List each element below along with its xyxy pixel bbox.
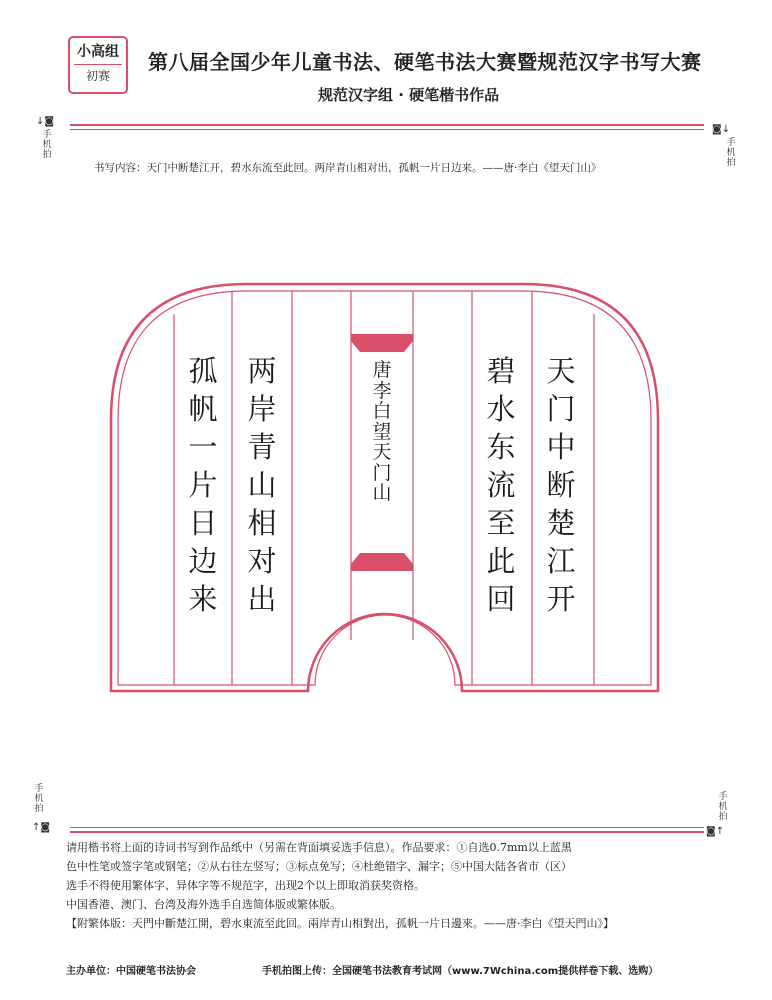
handwritten-char: 片: [188, 468, 218, 502]
handwritten-char: 来: [188, 582, 218, 616]
handwritten-char: 对: [247, 544, 277, 578]
handwritten-char: 岸: [247, 392, 277, 426]
instruction-line: 选手不得使用繁体字、异体字等不规范字，出现2个以上即取消获奖资格。: [66, 879, 425, 892]
handwritten-char: 李: [372, 379, 392, 402]
handwritten-char: 断: [546, 468, 576, 502]
handwritten-char: 江: [546, 544, 576, 578]
artwork-column-1: [541, 352, 581, 618]
arrow-icon: ↓: [721, 124, 731, 135]
artwork-column-4: [183, 352, 223, 618]
instruction-line: 【附繁体版：天門中斷楚江開，碧水東流至此回。兩岸青山相對出，孤帆一片日邊來。——唐·李白《望天門山》】: [66, 917, 614, 930]
badge-group-label: 小高组: [77, 44, 119, 60]
camera-icon: ◙: [44, 116, 55, 127]
handwritten-char: 水: [486, 392, 516, 426]
page-title: 第八届全国少年儿童书法、硬笔书法大赛暨规范汉字书写大赛: [148, 50, 702, 74]
handwritten-char: 门: [372, 461, 392, 484]
writing-content: 书写内容：天门中断楚江开，碧水东流至此回。两岸青山相对出，孤帆一片日边来。——唐·李白《望天门山》: [94, 162, 602, 174]
instruction-line: 色中性笔或签字笔或钢笔；②从右往左竖写；③标点免写；④杜绝错字、漏字；⑤中国大陆各省市（区）: [66, 860, 572, 873]
handwritten-char: 一: [188, 430, 218, 464]
handwritten-char: 白: [372, 400, 392, 422]
handwritten-char: 出: [247, 582, 277, 616]
page-subtitle: 规范汉字组 · 硬笔楷书作品: [318, 86, 500, 104]
handwritten-char: 楚: [546, 506, 576, 540]
handwritten-char: 流: [486, 468, 516, 502]
handwritten-char: 青: [247, 430, 277, 464]
side-label-bottom-left: 手机拍: [34, 784, 44, 814]
side-label-top-left: 手机拍: [42, 130, 52, 160]
handwritten-char: 碧: [486, 354, 516, 388]
artwork-column-3: [242, 352, 282, 618]
camera-marker-bottom-right: [706, 826, 724, 837]
handwritten-char: 至: [486, 506, 516, 540]
bottom-rule: [70, 831, 704, 833]
handwritten-char: 帆: [188, 392, 218, 426]
handwritten-char: 山: [372, 482, 392, 504]
camera-icon: ◙: [706, 826, 716, 837]
handwritten-char: 天: [372, 441, 392, 463]
handwritten-char: 天: [546, 354, 576, 388]
bottom-rule-thin: [70, 827, 704, 828]
arrow-icon: ↑: [32, 822, 41, 833]
arrow-icon: ↓: [36, 116, 45, 127]
handwritten-char: 日: [188, 506, 218, 540]
handwritten-char: 两: [247, 354, 277, 388]
camera-icon: ◙: [40, 822, 51, 833]
handwritten-char: 唐: [372, 359, 392, 381]
instruction-line: 请用楷书将上面的诗词书写到作品纸中（另需在背面填妥选手信息）。作品要求：①自选0.7mm以上蓝黑: [66, 841, 572, 854]
handwritten-char: 东: [486, 430, 516, 464]
camera-icon: ◙: [712, 124, 722, 135]
camera-marker-bottom-left: [32, 822, 50, 833]
footer-upload: 手机拍图上传：全国硬笔书法教育考试网（www.7Wchina.com提供样卷下载、选购）: [262, 966, 659, 977]
footer-organizer: 主办单位：中国硬笔书法协会: [66, 966, 196, 977]
handwritten-char: 孤: [188, 354, 218, 388]
handwritten-char: 门: [546, 392, 576, 426]
handwritten-char: 回: [486, 582, 516, 616]
handwritten-char: 边: [188, 544, 218, 578]
side-label-top-right: 手机拍: [726, 138, 736, 168]
handwritten-char: 山: [247, 468, 277, 502]
badge-stage-label: 初赛: [85, 69, 110, 83]
side-label-bottom-right: 手机拍: [718, 792, 728, 822]
handwritten-char: 望: [372, 420, 392, 443]
artwork-signature: [362, 360, 402, 504]
handwritten-char: 相: [247, 506, 277, 540]
instructions: [66, 838, 706, 933]
instruction-line: 中国香港、澳门、台湾及海外选手自选简体版或繁体版。: [66, 898, 341, 911]
handwritten-char: 开: [546, 582, 576, 616]
handwritten-char: 此: [486, 544, 516, 578]
handwritten-char: 中: [546, 430, 576, 464]
artwork-column-2: [481, 352, 521, 618]
arrow-icon: ↑: [715, 826, 725, 837]
